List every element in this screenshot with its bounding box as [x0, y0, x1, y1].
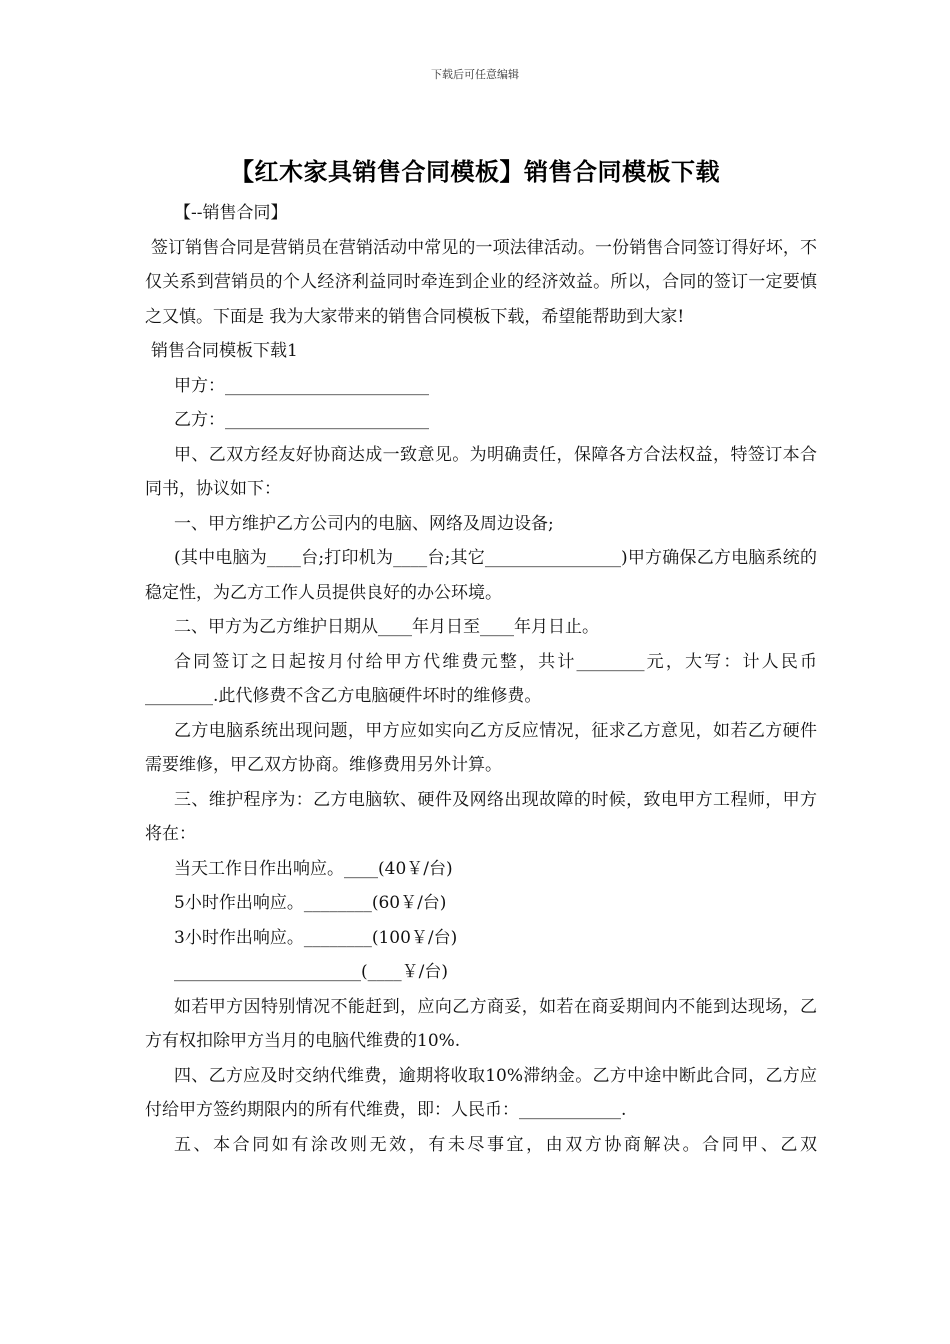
clause-4: 四、乙方应及时交纳代维费，逾期将收取10%滞纳金。乙方中途中断此合同，乙方应付给甲方签约期限内的所有代维费，即：人民币：____________.	[145, 1065, 817, 1120]
response-option-3: 3小时作出响应。________(100￥/台)	[174, 927, 458, 948]
clause-1-detail: (其中电脑为____台;打印机为____台;其它________________)甲方确保乙方电脑系统的稳定性，为乙方工作人员提供良好的办公环境。	[145, 548, 817, 603]
response-option-2: 5小时作出响应。________(60￥/台)	[174, 893, 447, 913]
response-option-1: 当天工作日作出响应。____(40￥/台)	[174, 858, 453, 879]
section-tag: 【--销售合同】	[174, 203, 288, 223]
document-title: 【红木家具销售合同模板】销售合同模板下载	[230, 157, 720, 186]
payment-paragraph: 合同签订之日起按月付给甲方代维费元整，共计________元，大写：计人民币________.此代修费不含乙方电脑硬件坏时的维修费。	[145, 651, 817, 706]
problem-paragraph: 乙方电脑系统出现问题，甲方应如实向乙方反应情况，征求乙方意见，如若乙方硬件需要维修，甲乙双方协商。维修费用另外计算。	[145, 720, 817, 775]
clause-5: 五、本合同如有涂改则无效，有未尽事宜，由双方协商解决。合同甲、乙双	[174, 1134, 817, 1155]
special-case-paragraph: 如若甲方因特别情况不能赶到，应向乙方商妥，如若在商妥期间内不能到达现场，乙方有权扣除甲方当月的电脑代维费的10%.	[145, 996, 817, 1051]
clause-2: 二、甲方为乙方维护日期从____年月日至____年月日止。	[174, 617, 599, 637]
clause-3: 三、维护程序为：乙方电脑软、硬件及网络出现故障的时候，致电甲方工程师，甲方将在：	[145, 789, 817, 844]
party-b-line: 乙方：________________________	[174, 410, 429, 430]
intro-paragraph: 签订销售合同是营销员在营销活动中常见的一项法律活动。一份销售合同签订得好坏，不仅关系到营销员的个人经济利益同时牵连到企业的经济效益。所以，合同的签订一定要慎之又慎。下面是 我为大家带来的销售合同模板下载，希望能帮助到大家!	[145, 237, 817, 327]
template-heading: 销售合同模板下载1	[151, 341, 298, 361]
header-note: 下载后可任意编辑	[431, 68, 519, 81]
party-a-line: 甲方：________________________	[174, 375, 429, 396]
clause-1: 一、甲方维护乙方公司内的电脑、网络及周边设备;	[174, 513, 554, 534]
agreement-paragraph: 甲、乙双方经友好协商达成一致意见。为明确责任，保障各方合法权益，特签订本合同书，协议如下：	[145, 444, 817, 499]
document-body	[145, 196, 817, 1162]
response-option-4: ______________________(____￥/台)	[174, 962, 448, 982]
